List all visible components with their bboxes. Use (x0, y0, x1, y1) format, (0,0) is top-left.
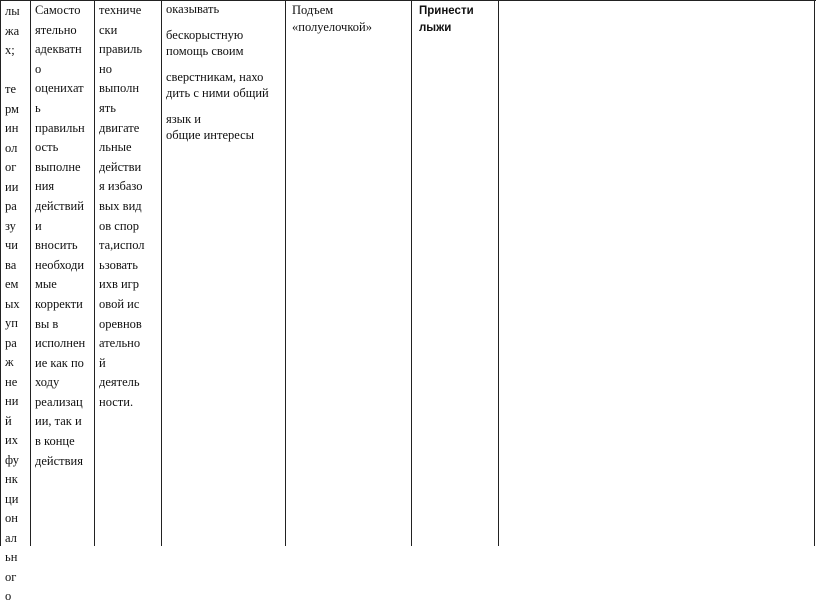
cell-text-line: фу (5, 452, 20, 467)
cell-text-line: адекватн (35, 42, 82, 57)
cell-text-line: оказывать (166, 2, 220, 16)
cell-text-line: нк (5, 472, 18, 486)
paragraph-gap (166, 17, 284, 27)
cell-text-line: овой ис (99, 296, 140, 311)
cell-text-line: ог (5, 569, 17, 584)
cell-text-line: ни (5, 394, 19, 408)
cell-text-line: ин (5, 121, 19, 135)
cell-text-line: й (99, 355, 106, 370)
cell-text-line: та,испол (99, 238, 145, 253)
cell-text-line: ва (5, 257, 17, 272)
cell-text-line: уп (5, 316, 18, 330)
cell-text-line: ж (5, 355, 14, 369)
cell-text-line: дить с ними общий (166, 86, 269, 100)
column-border (161, 0, 162, 546)
column-border (0, 0, 1, 546)
cell-text-line: реализац (35, 394, 83, 409)
cell-text-line: оценихат (35, 81, 84, 96)
cell-text-line: Самосто (35, 3, 81, 17)
cell-text-line: льные (99, 140, 132, 155)
cell-col5 (292, 2, 410, 548)
cell-text-line: бескорыстную (166, 28, 244, 42)
cell-text-line: ол (5, 140, 18, 155)
paragraph-gap (166, 59, 284, 69)
cell-text-line: ог (5, 160, 17, 174)
cell-text-line: сверстникам, нахо (166, 70, 264, 84)
cell-text-line: чи (5, 238, 18, 252)
paragraph-gap (166, 101, 284, 111)
cell-text-line: исполнен (35, 336, 86, 351)
cell-text-line: действи (99, 159, 142, 174)
cell-text-line: ие как по (35, 355, 84, 370)
cell-text-line: я избазо (99, 179, 143, 194)
column-border (814, 0, 815, 546)
cell-col6 (419, 3, 497, 549)
cell-text-line: действия (35, 453, 83, 468)
cell-text-line: вых вид (99, 198, 142, 213)
cell-text-line: но (99, 61, 112, 76)
cell-text-line: необходи (35, 257, 85, 272)
cell-text-line: мые (35, 277, 57, 292)
cell-text-line: ии (5, 179, 19, 194)
cell-text-line: корректи (35, 296, 83, 311)
cell-text-line: в конце (35, 434, 75, 449)
cell-text-line: жа (5, 23, 20, 38)
cell-text-line: зу (5, 218, 16, 233)
cell-text-line: ходу (35, 375, 60, 390)
cell-text-line: он (5, 511, 18, 525)
cell-text-line: ьзовать (99, 257, 138, 272)
cell-text-line: й (5, 413, 12, 428)
cell-text-line: вы в (35, 316, 59, 331)
cell-text-line: вносить (35, 238, 78, 253)
cell-text-line: оревнов (99, 316, 142, 331)
cell-col2 (35, 1, 93, 547)
cell-text-line: и (35, 218, 42, 233)
cell-text-line: выполне (35, 159, 81, 174)
cell-text-line: лыжи (419, 22, 452, 34)
cell-text-line: ых (5, 296, 20, 311)
cell-text-line: х; (5, 43, 15, 57)
cell-text-line: выполн (99, 81, 140, 96)
column-border (411, 0, 412, 546)
cell-text-line: действий (35, 198, 84, 213)
cell-text-line: ем (5, 277, 19, 291)
cell-col3 (99, 1, 160, 547)
cell-text-line: не (5, 374, 18, 389)
cell-text-line: ния (35, 179, 55, 194)
cell-text-line: ал (5, 530, 17, 545)
cell-text-line: рм (5, 101, 19, 116)
cell-text-line: ательно (99, 336, 141, 351)
cell-text-line: ь (35, 100, 41, 115)
cell-text-line (5, 61, 29, 81)
cell-text-line: помощь своим (166, 44, 244, 58)
cell-text-line: правиль (99, 42, 143, 57)
column-border (30, 0, 31, 546)
cell-text-line: ци (5, 491, 19, 506)
cell-text-line: Подъем (292, 3, 334, 17)
cell-text-line: о (5, 589, 12, 603)
cell-text-line: Принести (419, 5, 474, 17)
cell-text-line: лы (5, 4, 20, 18)
column-border (285, 0, 286, 546)
column-border (94, 0, 95, 546)
cell-text-line: те (5, 82, 17, 96)
cell-text-line: ов спор (99, 218, 140, 233)
cell-text-line: ности. (99, 394, 134, 409)
cell-text-line: правильн (35, 120, 85, 135)
cell-col7-empty (499, 0, 813, 546)
cell-text-line: ятельно (35, 22, 77, 37)
cell-text-line: техниче (99, 3, 142, 17)
cell-text-line: деятель (99, 375, 140, 390)
cell-text-line: ра (5, 199, 17, 213)
cell-text-line: их (5, 433, 18, 447)
cell-col1 (5, 2, 29, 603)
cell-text-line: ьн (5, 550, 18, 564)
cell-text-line: «полуелочкой» (292, 20, 372, 34)
cell-text-line: ии, так и (35, 414, 82, 429)
cell-text-line: язык и (166, 112, 201, 126)
cell-text-line: ихв игр (99, 277, 140, 292)
cell-text-line: общие интересы (166, 128, 255, 142)
cell-text-line: ра (5, 335, 17, 350)
cell-text-line: двигате (99, 120, 140, 135)
cell-text-line: ски (99, 22, 118, 37)
cell-text-line: о (35, 61, 42, 76)
cell-text-line: ость (35, 140, 59, 155)
cell-text-line: ять (99, 100, 116, 115)
cell-col4 (166, 1, 284, 547)
